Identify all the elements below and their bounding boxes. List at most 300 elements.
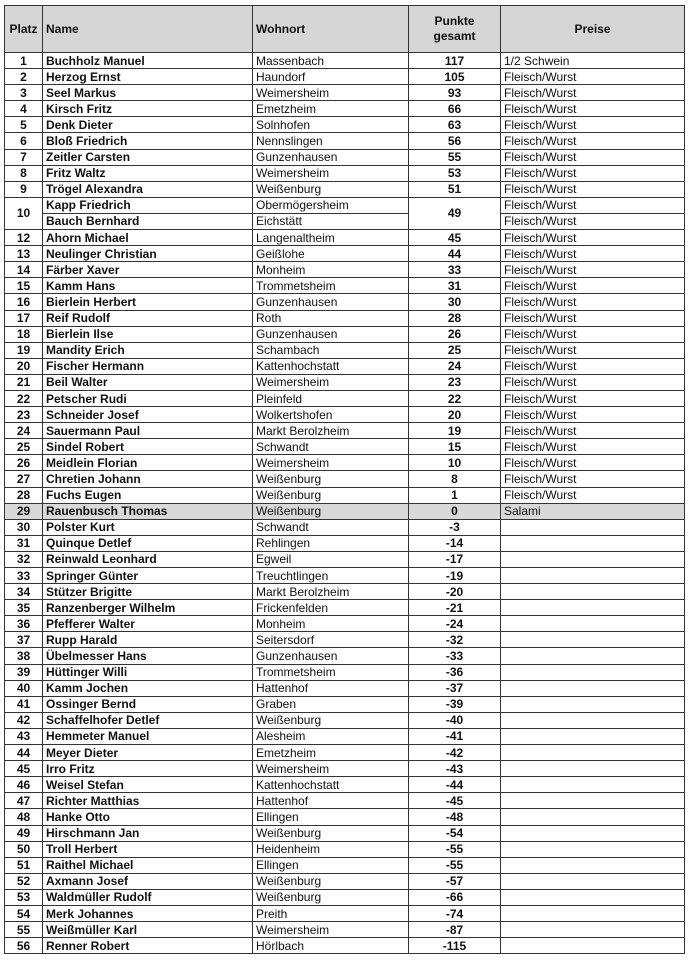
name-cell: Fischer Hermann [43,358,253,374]
name-cell: Polster Kurt [43,519,253,535]
preis-cell [501,825,685,841]
preis-cell [501,728,685,744]
name-cell: Fuchs Eugen [43,487,253,503]
platz-cell: 12 [5,230,43,246]
table-row [5,278,685,294]
preis-cell: Fleisch/Wurst [501,455,685,471]
wohnort-cell: Haundorf [253,69,409,85]
punkte-cell: -33 [409,648,501,664]
wohnort-cell: Gunzenhausen [253,648,409,664]
name-cell: Weisel Stefan [43,777,253,793]
wohnort-cell: Nennslingen [253,133,409,149]
platz-cell: 9 [5,181,43,197]
punkte-cell: 93 [409,85,501,101]
punkte-cell: 53 [409,165,501,181]
wohnort-cell: Weißenburg [253,503,409,519]
name-cell: Fritz Waltz [43,165,253,181]
name-cell: Kamm Hans [43,278,253,294]
punkte-cell: -40 [409,712,501,728]
wohnort-cell: Weißenburg [253,712,409,728]
table-row [5,133,685,149]
name-cell: Axmann Josef [43,873,253,889]
wohnort-cell: Schambach [253,342,409,358]
punkte-cell: 23 [409,374,501,390]
table-row [5,503,685,519]
table-row [5,519,685,535]
name-cell: Kapp Friedrich [43,197,253,213]
preis-cell: Fleisch/Wurst [501,246,685,262]
platz-cell: 8 [5,165,43,181]
wohnort-cell: Schwandt [253,519,409,535]
platz-cell: 36 [5,616,43,632]
preis-cell: Fleisch/Wurst [501,423,685,439]
name-cell: Reinwald Leonhard [43,551,253,567]
platz-cell: 1 [5,53,43,69]
wohnort-cell: Preith [253,905,409,921]
punkte-cell: -66 [409,889,501,905]
table-row [5,439,685,455]
punkte-cell: -17 [409,551,501,567]
platz-cell: 7 [5,149,43,165]
wohnort-cell: Monheim [253,616,409,632]
name-cell: Seel Markus [43,85,253,101]
platz-cell: 31 [5,535,43,551]
preis-cell [501,938,685,954]
wohnort-cell: Hattenhof [253,793,409,809]
table-row [5,262,685,278]
preis-cell: Fleisch/Wurst [501,181,685,197]
punkte-cell: 24 [409,358,501,374]
wohnort-cell: Weißenburg [253,825,409,841]
punkte-cell: -32 [409,632,501,648]
header-punkte-line1: Punkte [434,14,475,28]
wohnort-cell: Weimersheim [253,922,409,938]
punkte-cell: -41 [409,728,501,744]
table-row [5,407,685,423]
name-cell: Waldmüller Rudolf [43,889,253,905]
punkte-cell: -74 [409,905,501,921]
wohnort-cell: Alesheim [253,728,409,744]
table-row [5,294,685,310]
platz-cell: 26 [5,455,43,471]
name-cell: Weißmüller Karl [43,922,253,938]
platz-cell: 49 [5,825,43,841]
wohnort-cell: Gunzenhausen [253,326,409,342]
table-row [5,905,685,921]
wohnort-cell: Trommetsheim [253,664,409,680]
platz-cell: 51 [5,857,43,873]
wohnort-cell: Weimersheim [253,85,409,101]
name-cell: Richter Matthias [43,793,253,809]
name-cell: Beil Walter [43,374,253,390]
wohnort-cell: Schwandt [253,439,409,455]
punkte-cell: -37 [409,680,501,696]
preis-cell: Fleisch/Wurst [501,230,685,246]
platz-cell: 14 [5,262,43,278]
table-row [5,246,685,262]
wohnort-cell: Frickenfelden [253,600,409,616]
name-cell: Renner Robert [43,938,253,954]
wohnort-cell: Weißenburg [253,873,409,889]
punkte-cell: -24 [409,616,501,632]
wohnort-cell: Weißenburg [253,487,409,503]
preis-cell: Fleisch/Wurst [501,294,685,310]
preis-cell [501,809,685,825]
wohnort-cell: Solnhofen [253,117,409,133]
preis-cell: Fleisch/Wurst [501,407,685,423]
name-cell: Neulinger Christian [43,246,253,262]
punkte-cell: -55 [409,857,501,873]
preis-cell: 1/2 Schwein [501,53,685,69]
table-row [5,712,685,728]
punkte-cell: 66 [409,101,501,117]
preis-cell: Fleisch/Wurst [501,358,685,374]
platz-cell: 25 [5,439,43,455]
table-row [5,664,685,680]
preis-cell [501,648,685,664]
table-row [5,584,685,600]
wohnort-cell: Weimersheim [253,374,409,390]
platz-cell: 6 [5,133,43,149]
wohnort-cell: Ellingen [253,857,409,873]
wohnort-cell: Hattenhof [253,680,409,696]
punkte-cell: 31 [409,278,501,294]
preis-cell [501,519,685,535]
table-row [5,535,685,551]
name-cell: Hemmeter Manuel [43,728,253,744]
table-row [5,632,685,648]
punkte-cell: 45 [409,230,501,246]
table-row [5,342,685,358]
punkte-cell: 55 [409,149,501,165]
preis-cell: Fleisch/Wurst [501,117,685,133]
table-row [5,938,685,954]
table-row [5,487,685,503]
platz-cell: 5 [5,117,43,133]
wohnort-cell: Weißenburg [253,471,409,487]
punkte-cell: 0 [409,503,501,519]
table-row [5,696,685,712]
wohnort-cell: Markt Berolzheim [253,584,409,600]
name-cell: Meidlein Florian [43,455,253,471]
name-cell: Hirschmann Jan [43,825,253,841]
table-row [5,889,685,905]
platz-cell: 18 [5,326,43,342]
name-cell: Quinque Detlef [43,535,253,551]
name-cell: Rupp Harald [43,632,253,648]
name-cell: Ahorn Michael [43,230,253,246]
table-row [5,358,685,374]
preis-cell: Fleisch/Wurst [501,262,685,278]
wohnort-cell: Weißenburg [253,181,409,197]
name-cell: Ossinger Bernd [43,696,253,712]
wohnort-cell: Ellingen [253,809,409,825]
wohnort-cell: Emetzheim [253,745,409,761]
platz-cell: 34 [5,584,43,600]
name-cell: Merk Johannes [43,905,253,921]
wohnort-cell: Kattenhochstatt [253,358,409,374]
table-row [5,745,685,761]
platz-cell: 37 [5,632,43,648]
table-row [5,616,685,632]
punkte-cell: 15 [409,439,501,455]
platz-cell: 35 [5,600,43,616]
table-row [5,53,685,69]
table-row [5,165,685,181]
name-cell: Bierlein Herbert [43,294,253,310]
platz-cell: 43 [5,728,43,744]
punkte-cell: -42 [409,745,501,761]
platz-cell: 17 [5,310,43,326]
preis-cell: Fleisch/Wurst [501,101,685,117]
table-row [5,85,685,101]
preis-cell: Fleisch/Wurst [501,69,685,85]
preis-cell [501,761,685,777]
punkte-cell: -44 [409,777,501,793]
name-cell: Springer Günter [43,568,253,584]
name-cell: Meyer Dieter [43,745,253,761]
platz-cell: 52 [5,873,43,889]
table-row [5,777,685,793]
name-cell: Petscher Rudi [43,390,253,406]
preis-cell: Fleisch/Wurst [501,390,685,406]
wohnort-cell: Gunzenhausen [253,294,409,310]
table-row [5,922,685,938]
punkte-cell: -36 [409,664,501,680]
table-row [5,149,685,165]
punkte-cell: -115 [409,938,501,954]
preis-cell [501,568,685,584]
platz-cell: 44 [5,745,43,761]
table-row [5,117,685,133]
wohnort-cell: Graben [253,696,409,712]
table-row [5,873,685,889]
name-cell: Bloß Friedrich [43,133,253,149]
preis-cell: Fleisch/Wurst [501,374,685,390]
punkte-cell: -55 [409,841,501,857]
preis-cell [501,889,685,905]
table-row [5,471,685,487]
wohnort-cell: Seitersdorf [253,632,409,648]
preis-cell: Fleisch/Wurst [501,310,685,326]
platz-cell: 24 [5,423,43,439]
punkte-cell: -54 [409,825,501,841]
table-row [5,551,685,567]
wohnort-cell: Monheim [253,262,409,278]
wohnort-cell: Eichstätt [253,213,409,229]
name-cell: Schaffelhofer Detlef [43,712,253,728]
platz-cell: 41 [5,696,43,712]
preis-cell [501,712,685,728]
platz-cell: 42 [5,712,43,728]
table-row [5,326,685,342]
header-punkte-line2: gesamt [433,29,476,43]
preis-cell [501,696,685,712]
preis-cell: Fleisch/Wurst [501,213,685,229]
table-row [5,181,685,197]
table-header [5,6,685,53]
wohnort-cell: Weißenburg [253,889,409,905]
wohnort-cell: Geißlohe [253,246,409,262]
wohnort-cell: Kattenhochstatt [253,777,409,793]
name-cell: Kirsch Fritz [43,101,253,117]
preis-cell [501,632,685,648]
table-row [5,793,685,809]
punkte-cell: 44 [409,246,501,262]
table-row [5,761,685,777]
table-row [5,197,685,213]
header-name: Name [43,6,253,53]
preis-cell [501,600,685,616]
wohnort-cell: Weimersheim [253,761,409,777]
preis-cell [501,873,685,889]
name-cell: Chretien Johann [43,471,253,487]
name-cell: Denk Dieter [43,117,253,133]
ranking-table [4,5,685,954]
name-cell: Herzog Ernst [43,69,253,85]
punkte-cell: -43 [409,761,501,777]
punkte-cell: 25 [409,342,501,358]
punkte-cell: 63 [409,117,501,133]
wohnort-cell: Pleinfeld [253,390,409,406]
wohnort-cell: Wolkertshofen [253,407,409,423]
platz-cell: 33 [5,568,43,584]
punkte-cell: 105 [409,69,501,85]
punkte-cell: -57 [409,873,501,889]
name-cell: Buchholz Manuel [43,53,253,69]
preis-cell [501,664,685,680]
punkte-cell: 28 [409,310,501,326]
table-body [5,53,685,954]
platz-cell: 21 [5,374,43,390]
table-row [5,230,685,246]
platz-cell: 10 [5,197,43,229]
wohnort-cell: Weimersheim [253,165,409,181]
wohnort-cell: Egweil [253,551,409,567]
preis-cell: Salami [501,503,685,519]
table-row [5,101,685,117]
punkte-cell: 51 [409,181,501,197]
platz-cell: 20 [5,358,43,374]
table-row [5,728,685,744]
punkte-cell: 1 [409,487,501,503]
preis-cell: Fleisch/Wurst [501,439,685,455]
table-row [5,857,685,873]
preis-cell [501,535,685,551]
preis-cell [501,857,685,873]
name-cell: Kamm Jochen [43,680,253,696]
preis-cell: Fleisch/Wurst [501,487,685,503]
name-cell: Bauch Bernhard [43,213,253,229]
table-row [5,568,685,584]
name-cell: Stützer Brigitte [43,584,253,600]
punkte-cell: 26 [409,326,501,342]
punkte-cell: -45 [409,793,501,809]
platz-cell: 40 [5,680,43,696]
punkte-cell: 56 [409,133,501,149]
name-cell: Rauenbusch Thomas [43,503,253,519]
wohnort-cell: Trommetsheim [253,278,409,294]
table-row [5,310,685,326]
platz-cell: 55 [5,922,43,938]
preis-cell: Fleisch/Wurst [501,278,685,294]
preis-cell: Fleisch/Wurst [501,197,685,213]
wohnort-cell: Langenaltheim [253,230,409,246]
platz-cell: 19 [5,342,43,358]
table-row [5,390,685,406]
platz-cell: 56 [5,938,43,954]
preis-cell: Fleisch/Wurst [501,85,685,101]
name-cell: Raithel Michael [43,857,253,873]
name-cell: Hüttinger Willi [43,664,253,680]
platz-cell: 53 [5,889,43,905]
wohnort-cell: Markt Berolzheim [253,423,409,439]
header-punkte [409,6,501,53]
platz-cell: 47 [5,793,43,809]
punkte-cell: -3 [409,519,501,535]
name-cell: Mandity Erich [43,342,253,358]
platz-cell: 39 [5,664,43,680]
platz-cell: 16 [5,294,43,310]
name-cell: Bierlein Ilse [43,326,253,342]
name-cell: Ranzenberger Wilhelm [43,600,253,616]
wohnort-cell: Emetzheim [253,101,409,117]
name-cell: Schneider Josef [43,407,253,423]
platz-cell: 29 [5,503,43,519]
header-wohnort: Wohnort [253,6,409,53]
punkte-cell: 30 [409,294,501,310]
platz-cell: 15 [5,278,43,294]
punkte-cell: -48 [409,809,501,825]
table-row [5,841,685,857]
name-cell: Färber Xaver [43,262,253,278]
punkte-cell: 10 [409,455,501,471]
table-row [5,600,685,616]
platz-cell: 50 [5,841,43,857]
platz-cell: 28 [5,487,43,503]
preis-cell: Fleisch/Wurst [501,471,685,487]
wohnort-cell: Roth [253,310,409,326]
punkte-cell: -39 [409,696,501,712]
name-cell: Übelmesser Hans [43,648,253,664]
punkte-cell: -21 [409,600,501,616]
punkte-cell: -20 [409,584,501,600]
preis-cell: Fleisch/Wurst [501,342,685,358]
platz-cell: 46 [5,777,43,793]
header-preise: Preise [501,6,685,53]
table-row [5,423,685,439]
table-row [5,69,685,85]
table-row [5,825,685,841]
punkte-cell: 20 [409,407,501,423]
platz-cell: 30 [5,519,43,535]
platz-cell: 3 [5,85,43,101]
platz-cell: 4 [5,101,43,117]
name-cell: Pfefferer Walter [43,616,253,632]
preis-cell [501,793,685,809]
punkte-cell: -19 [409,568,501,584]
name-cell: Hanke Otto [43,809,253,825]
preis-cell [501,680,685,696]
preis-cell [501,584,685,600]
punkte-cell: 117 [409,53,501,69]
table-row [5,455,685,471]
table-row [5,680,685,696]
name-cell: Trögel Alexandra [43,181,253,197]
preis-cell: Fleisch/Wurst [501,165,685,181]
wohnort-cell: Weimersheim [253,455,409,471]
preis-cell: Fleisch/Wurst [501,149,685,165]
